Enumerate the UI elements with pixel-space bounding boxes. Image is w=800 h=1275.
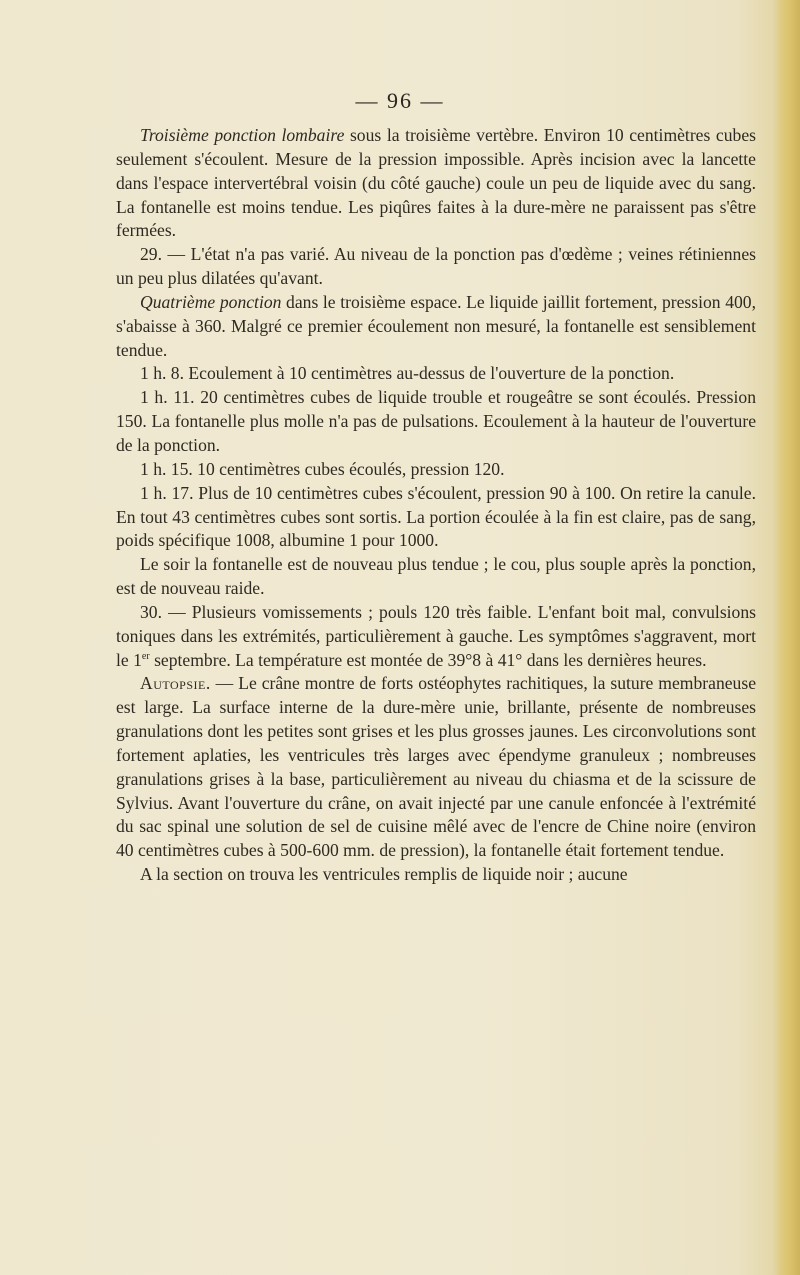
paragraph-text: 1 h. 17. Plus de 10 centimètres cubes s'écoulent, pression 90 à 100. On retire la canule. En tout 43 centimètres cubes sont sortis. La portion écoulée à la fin est claire, pas de sang, poids spécifique 1008, albumine 1 pour 1000. [116, 482, 756, 551]
paragraph-text: dans le troisième espace. Le liquide jaillit fortement, pression 400, s'abaisse à 360. Malgré ce premier écoulement non mesuré, la fontanelle est sensiblement tendue. [116, 291, 756, 360]
paragraph-text: 1 h. 15. 10 centimètres cubes écoulés, pression 120. [140, 458, 505, 479]
paragraph-text: septembre. La température est montée de 39°8 à 41° dans les dernières heures. [149, 649, 707, 670]
paragraph-text: 1 h. 8. Ecoulement à 10 centimètres au-dessus de l'ouverture de la ponction. [140, 363, 675, 384]
paragraph [116, 386, 756, 458]
paragraph-text: — Le crâne montre de forts ostéophytes rachitiques, la suture membraneuse est large. La surface interne de la dure-mère unie, brillante, présente de nombreuses granulations dont les petites sont grises et les plus grosses jaunes. Les circonvolutions sont fortement aplaties, les ventricules très larges avec épendyme granuleux ; nombreuses granulations grises à la base, particulièrement au niveau du chiasma et de la scissure de Sylvius. Avant l'ouverture du crâne, on avait injecté par une canule enfoncée à l'extrémité du sac spinal une solution de sel de cuisine mêlé avec de l'encre de Chine noire (environ 40 centimètres cubes à 500-600 mm. de pression), la fontanelle était fortement tendue. [116, 673, 756, 861]
paragraph [116, 243, 756, 291]
paragraph [116, 458, 756, 482]
body-text [116, 124, 756, 887]
paragraph-text: 30. — Plusieurs vomissements ; pouls 120 très faible. L'enfant boit mal, convulsions toniques dans les extrémités, particulièrement à gauche. Les symptômes s'aggravent, mort le 1 [116, 601, 756, 670]
superscript: er [141, 650, 150, 662]
paragraph-lead: Quatrième ponction [140, 291, 282, 312]
page-edge [772, 0, 800, 1275]
paragraph-text: Le soir la fontanelle est de nouveau plus tendue ; le cou, plus souple après la ponction, est de nouveau raide. [116, 554, 756, 599]
paragraph [116, 482, 756, 554]
page-number: — 96 — [355, 88, 445, 113]
paragraph [116, 291, 756, 363]
paragraph [116, 553, 756, 601]
paragraph [116, 672, 756, 863]
paragraph [116, 124, 756, 243]
paragraph [116, 863, 756, 887]
section-heading: Autopsie. [140, 673, 211, 694]
paragraph [116, 362, 756, 386]
paragraph-text: A la section on trouva les ventricules remplis de liquide noir ; aucune [140, 864, 628, 885]
paragraph-text: 29. — L'état n'a pas varié. Au niveau de la ponction pas d'œdème ; veines rétiniennes un peu plus dilatées qu'avant. [116, 244, 756, 289]
paragraph-lead: Troisième ponction lombaire [140, 125, 345, 145]
paragraph-text: 1 h. 11. 20 centimètres cubes de liquide trouble et rougeâtre se sont écoulés. Pression 150. La fontanelle plus molle n'a pas de pulsations. Ecoulement à la hauteur de l'ouverture de la ponction. [116, 387, 756, 455]
paragraph-text: sous la troisième vertèbre. Environ 10 centimètres cubes seulement s'écoulent. Mesure de la pression impossible. Après incision avec la lancette dans l'espace intervertébral voisin (du côté gauche) coule un peu de liquide avec du sang. La fontanelle est moins tendue. Les piqûres faites à la dure-mère ne paraissent pas s'être fermées. [116, 125, 756, 241]
paragraph [116, 601, 756, 673]
